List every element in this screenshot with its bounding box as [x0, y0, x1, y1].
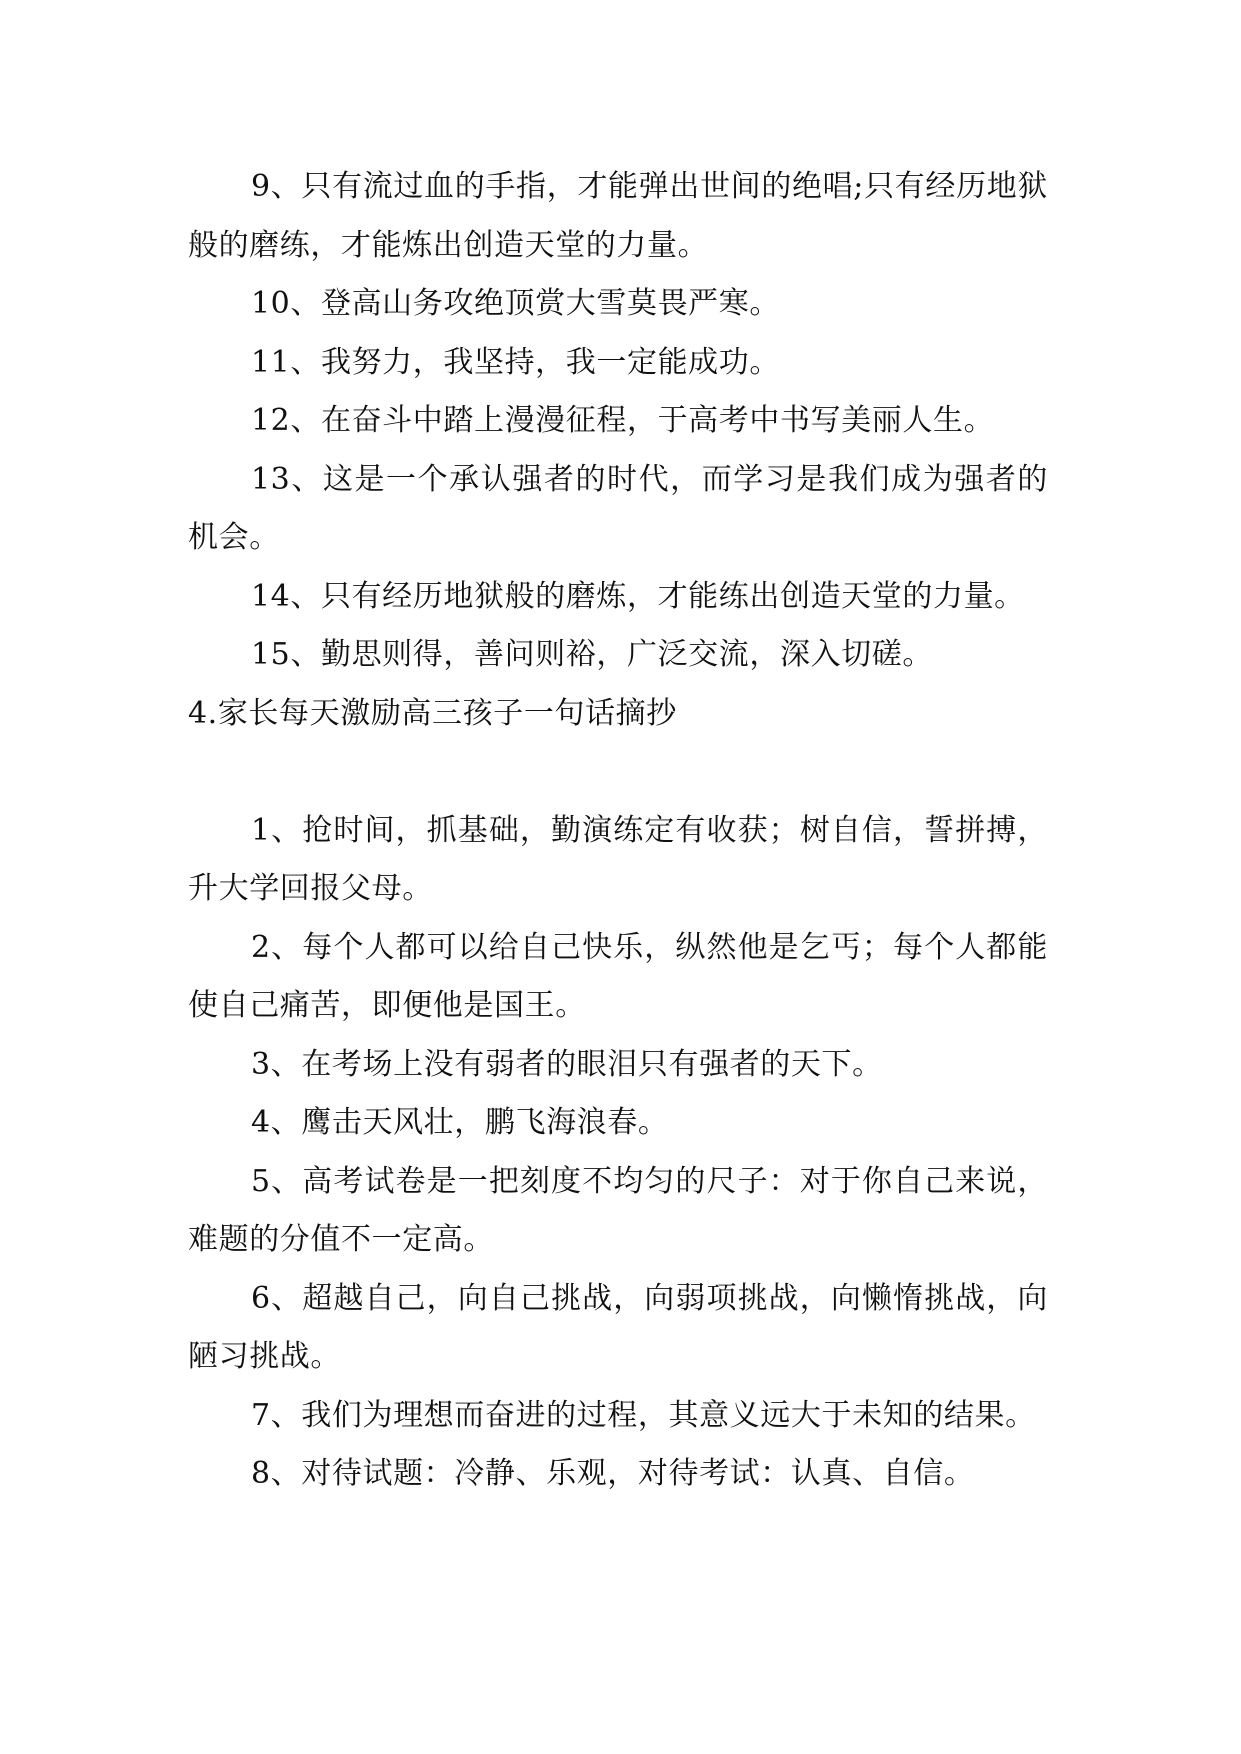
quote-item: 4、鹰击天风壮，鹏飞海浪春。: [251, 1105, 669, 1140]
quote-item: 11、我努力，我坚持，我一定能成功。: [251, 344, 780, 380]
quote-item: 3、在考场上没有弱者的眼泪只有强者的天下。: [251, 1046, 883, 1082]
quote-item: 9、只有流过血的手指，才能弹出世间的绝唱;只有经历地狱般的磨练，才能炼出创造天堂的力量。: [188, 169, 1048, 263]
quote-item: 15、勤思则得，善问则裕，广泛交流，深入切磋。: [251, 637, 933, 672]
quote-item: 6、超越自己，向自己挑战，向弱项挑战，向懒惰挑战，向陋习挑战。: [188, 1280, 1048, 1374]
quote-item: 1、抢时间，抓基础，勤演练定有收获；树自信，誓拼搏，升大学回报父母。: [188, 812, 1048, 906]
document-body: [188, 158, 1048, 1504]
blank-line: [188, 743, 1048, 802]
quote-item: 10、登高山务攻绝顶赏大雪莫畏严寒。: [251, 286, 780, 321]
quote-item: 14、只有经历地狱般的磨炼，才能练出创造天堂的力量。: [251, 578, 1025, 614]
section-heading: 4.家长每天激励高三孩子一句话摘抄: [188, 695, 677, 731]
quote-item: 2、每个人都可以给自己快乐，纵然他是乞丐；每个人都能使自己痛苦，即便他是国王。: [188, 929, 1048, 1023]
quote-item: 5、高考试卷是一把刻度不均匀的尺子：对于你自己来说，难题的分值不一定高。: [188, 1163, 1048, 1257]
quote-item: 13、这是一个承认强者的时代，而学习是我们成为强者的机会。: [188, 461, 1048, 555]
quote-item: 7、我们为理想而奋进的过程，其意义远大于未知的结果。: [251, 1397, 1036, 1433]
quote-item: 8、对待试题：冷静、乐观，对待考试：认真、自信。: [251, 1456, 975, 1491]
quote-item: 12、在奋斗中踏上漫漫征程，于高考中书写美丽人生。: [251, 403, 995, 438]
